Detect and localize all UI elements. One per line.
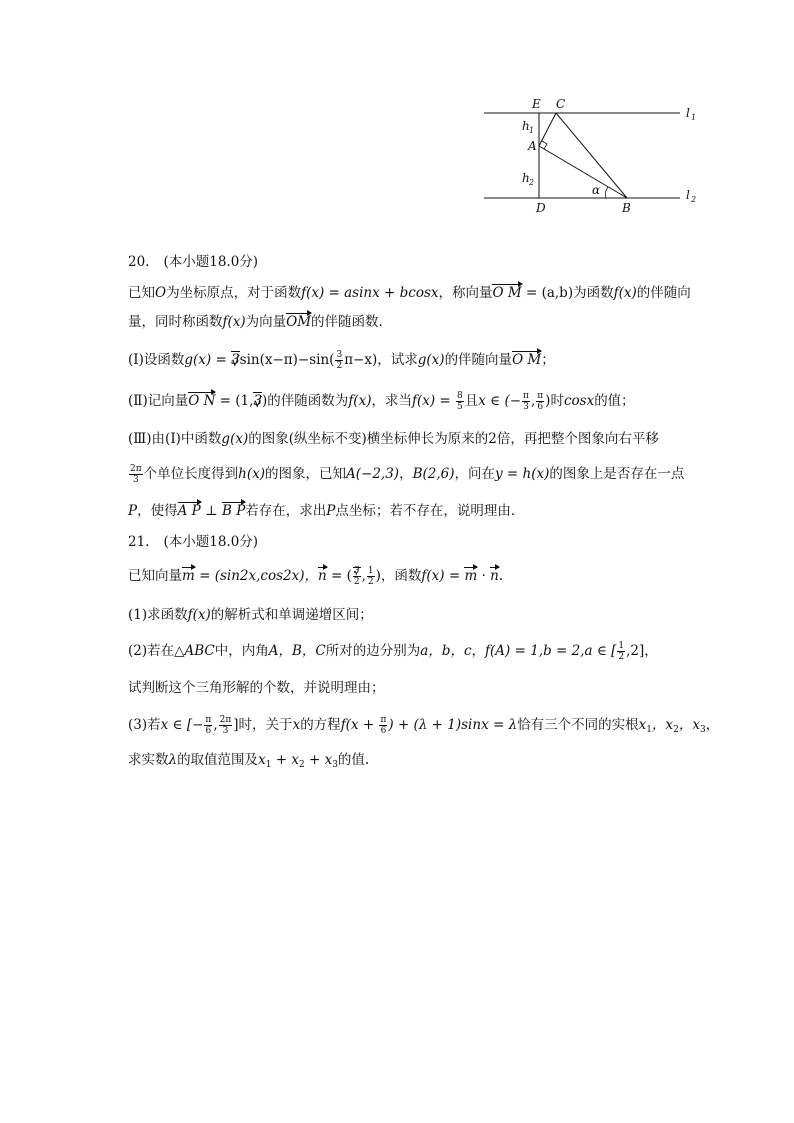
text: 的值. [337,752,370,768]
math: λ [168,752,178,768]
q21-part1 [128,605,728,625]
fraction [379,715,387,736]
math: f(x) [613,285,637,301]
q21-score: (本小题18.0分) [163,534,259,550]
text: 的解析式和单调递增区间； [210,607,373,623]
denominator: 3 [222,726,229,736]
denominator: 2 [618,652,625,662]
text: , [361,568,366,584]
text: 的图象，已知 [265,466,346,482]
label-h1-sub: 1 [529,126,535,135]
text: )的伴随函数为 [262,393,349,409]
fraction [456,391,464,412]
denominator: 6 [380,726,387,736]
vector-om: O M [512,352,542,368]
text: 若存在，求出 [245,503,327,519]
text: 的伴随函数． [311,314,393,330]
denominator: 2 [336,361,343,371]
math: x ∈ (− [478,393,522,409]
math: f(x) [348,393,372,409]
math: cosx [563,393,595,409]
label-h2-sub: 2 [529,178,535,187]
text: sin(x−π)−sin( [239,352,335,368]
math: h(x) [238,466,265,482]
q20-part3-line2 [128,464,728,485]
label-alpha: α [592,183,601,197]
text: 求实数 [128,752,169,768]
label-c: C [556,97,566,111]
label-b: B [622,201,631,215]
text: 试判断这个三角形解的个数，并说明理由； [128,680,385,696]
math: g(x) [221,431,249,447]
text: )时 [545,393,564,409]
math: O [155,285,167,301]
vector-m: m [182,568,195,584]
q20-part2 [128,391,728,412]
vector-om: OM [286,314,312,330]
math: x [638,717,647,733]
subscript: 3 [332,760,338,770]
text: (3)若 [128,717,161,733]
q20-score: (本小题18.0分) [163,254,259,270]
text: π−x) [344,352,378,368]
numerator: π [523,391,529,401]
fraction [219,715,233,736]
text: ，称向量 [438,285,493,301]
text: ⊥ [200,503,222,519]
label-a: A [528,139,537,153]
q21-part3-line1 [128,715,728,740]
math: P [326,503,336,519]
label-l1-sub: 1 [691,113,697,122]
sqrt: √ 3 [253,391,262,411]
geometry-figure [480,92,720,222]
segment-ac [539,113,556,146]
text: 点坐标；若不存在，说明理由． [335,503,525,519]
math: P [128,503,138,519]
text: 量，同时称函数 [128,314,223,330]
text: (2)若在 [128,643,175,659]
denominator: 3 [132,475,139,485]
text: 且 [464,393,479,409]
math: = (sin2x,cos2x)， [194,568,318,584]
text: 的方程 [300,717,341,733]
q21-part3-line2 [128,750,728,775]
subscript: 2 [673,725,679,735]
numerator: 1 [618,641,625,651]
text: ，求当 [371,393,412,409]
text: 中，内角 [214,643,269,659]
subscript: 1 [646,725,652,735]
numerator: √ 3 [353,566,361,577]
text: ， [705,717,720,733]
text: 所对的边分别为 [325,643,421,659]
numerator: 3 [336,350,343,360]
math: f(A) = 1,b = 2,a ∈ [ [485,643,617,659]
math: g(x) = [184,352,232,368]
text: 已知 [128,285,155,301]
text: 的取值范围及 [177,752,259,768]
math: x ∈ [− [160,717,204,733]
q21-part2-line2 [128,678,728,698]
label-d: D [536,201,546,215]
text: 的图象(纵坐标不变)横坐标伸长为原来的2倍，再把整个图象向右平移 [248,431,659,447]
sqrt: √ 3 [231,350,240,370]
denominator: 6 [537,402,544,412]
numerator: π [205,715,212,725]
q21-header [128,532,728,552]
text: ，使得 [137,503,178,519]
text: ； [541,352,555,368]
label-l1: l [686,106,690,120]
text: ， [399,466,413,482]
text: . [498,568,504,584]
q21-number: 21. [128,534,150,550]
vector-on: O N [188,393,216,409]
subscript: 1 [265,760,272,770]
text: )，函数 [375,568,422,584]
text: ,2]， [626,643,658,659]
text: 恰有三个不同的实根 [517,717,639,733]
numerator: 2π [219,715,232,725]
q20-part3-line1 [128,429,728,449]
text: 的值； [594,393,635,409]
math: a，b，c [420,643,472,659]
text: 为坐标原点，对于函数 [166,285,302,301]
fraction [204,715,212,736]
text: 的伴随向 [636,285,691,301]
text: (1)求函数 [128,607,188,623]
label-l2-sub: 2 [691,195,697,204]
q20-part3-line3 [128,501,728,521]
q21-part2-line1 [128,641,728,662]
math: ) + (λ + 1)sinx = λ [388,717,518,733]
label-h2: h [522,171,530,185]
math: g(x) [417,352,445,368]
math: y = h(x) [495,466,550,482]
q20-number: 20. [128,254,150,270]
text: (Ⅰ)设函数 [128,352,185,368]
subscript: 3 [699,725,706,735]
vector-n: n [318,568,327,584]
q20-line2 [128,312,728,332]
numerator: 2π [130,464,142,474]
figure-svg [480,92,720,222]
text: ]时，关于 [233,717,293,733]
fraction [536,391,544,412]
text: , [213,717,218,733]
math: f(x) [222,314,246,330]
text: (Ⅱ)记向量 [128,393,189,409]
denominator: 3 [523,402,529,412]
text: (Ⅲ)由(Ⅰ)中函数 [128,431,222,447]
text: ，问在 [454,466,496,482]
math: x [258,752,266,768]
fraction [335,350,343,371]
text: = (1, [215,393,254,409]
denominator: 2 [367,577,374,587]
math: △ABC [174,643,215,659]
numerator: 1 [367,566,374,576]
fraction [367,566,375,587]
math: f(x) [187,607,211,623]
text: ， [471,643,486,659]
text: 个单位长度得到 [143,466,239,482]
math: A(−2,3) [346,466,400,482]
numerator: π [537,391,544,401]
text: , [530,393,536,409]
text: 为向量 [245,314,287,330]
math: B(2,6) [412,466,455,482]
q21-line1 [128,566,728,587]
fraction [353,566,361,587]
fraction [617,641,625,662]
text: = ( [326,568,352,584]
label-h1: h [522,119,530,133]
q20-part1 [128,350,728,371]
vector-m: m [464,568,478,584]
math: f(x + [340,717,379,733]
text: ，试求 [377,352,418,368]
text: = (a,b)为函数 [521,285,614,301]
label-l2: l [686,188,690,202]
subscript: 2 [298,760,305,770]
math: f(x) = [411,393,456,409]
angle-arc-alpha [605,187,608,198]
denominator: 5 [457,402,463,412]
q20-header [128,252,728,272]
label-e: E [532,97,541,111]
numerator: π [380,715,387,725]
math: + x [271,752,299,768]
segment-ab [539,146,627,198]
fraction [522,391,530,412]
vector-om: O M [492,285,522,301]
math: + x [304,752,333,768]
q20-line1 [128,283,728,303]
text: · [477,568,491,584]
fraction [129,464,143,485]
math: ，x [652,717,674,733]
vector-n: n [490,568,499,584]
vector-ap: A P [177,503,201,519]
math: A，B，C [268,643,326,659]
math: ，x [678,717,700,733]
text: 的图象上是否存在一点 [549,466,685,482]
text: 的伴随向量 [444,352,513,368]
denominator: 2 [353,577,360,587]
text: 已知向量 [128,568,182,584]
math: f(x) = asinx + bcosx [301,285,439,301]
denominator: 6 [205,726,212,736]
math: f(x) = [421,568,465,584]
numerator: 8 [457,391,463,401]
math: x [292,717,301,733]
vector-bp: B P [222,503,246,519]
